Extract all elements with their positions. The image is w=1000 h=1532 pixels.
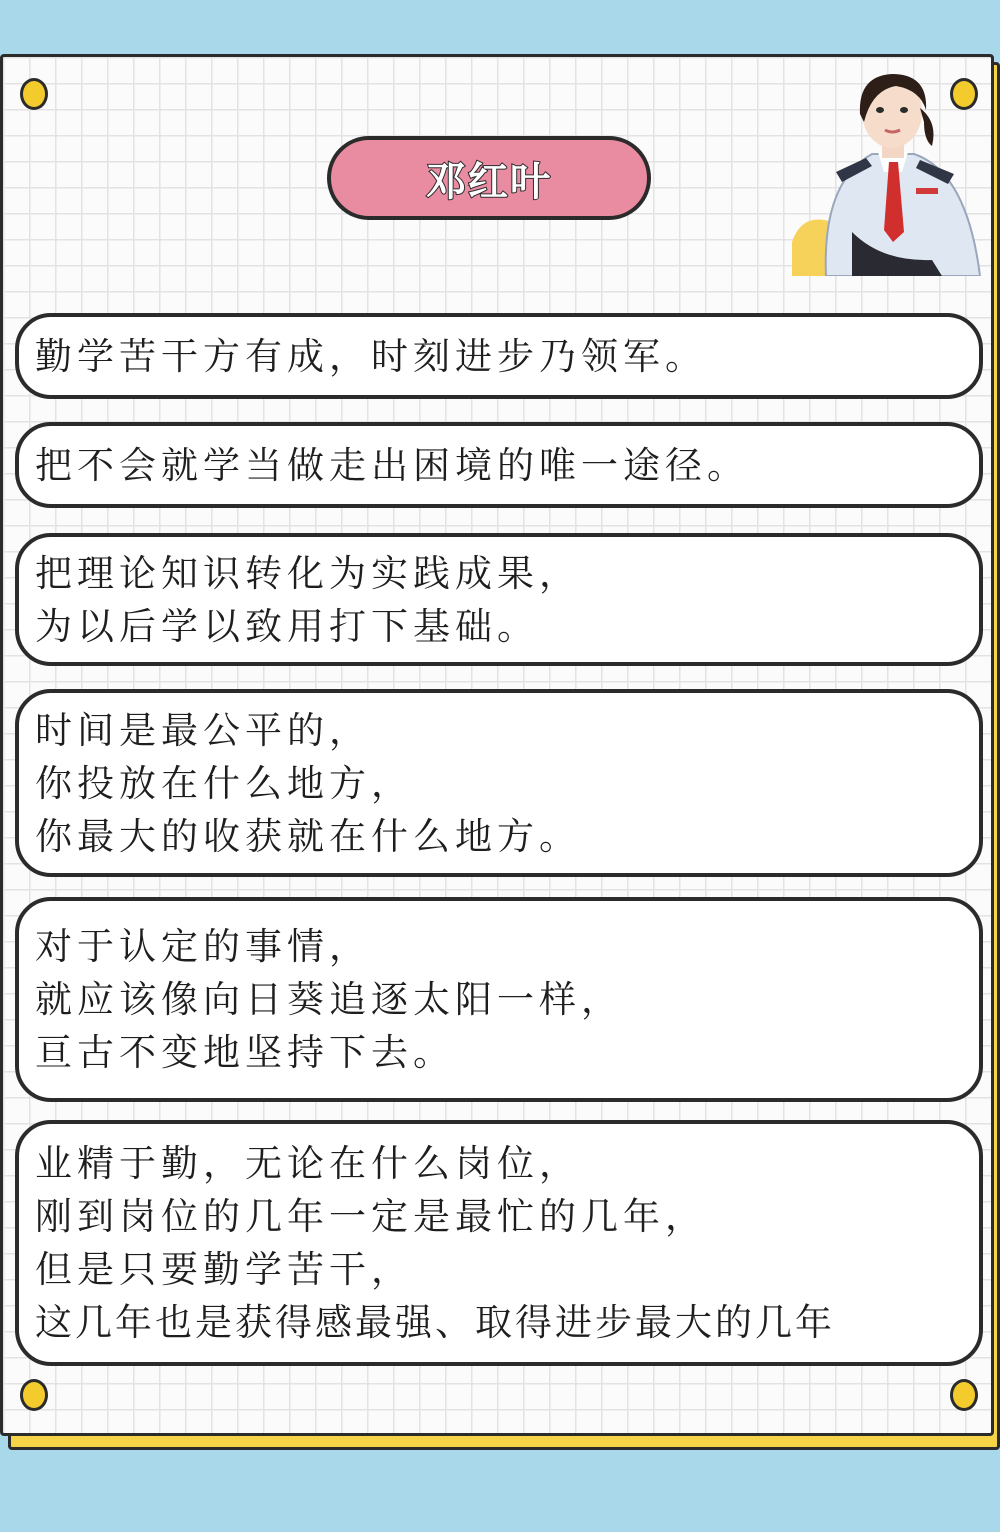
quote-card-1: [15, 313, 983, 399]
page-title: 邓红叶: [426, 158, 552, 205]
quote-line: 你最大的收获就在什么地方。: [35, 814, 581, 858]
quote-line: 刚到岗位的几年一定是最忙的几年，: [35, 1195, 707, 1238]
quote-line: 把理论知识转化为实践成果，: [35, 551, 581, 595]
pin-dot-icon: [20, 78, 48, 110]
quote-line: 时间是最公平的，: [35, 708, 371, 752]
title-banner: [327, 136, 651, 220]
quote-line: 但是只要勤学苦干，: [35, 1248, 413, 1291]
quote-card-6: [15, 1120, 983, 1366]
pin-dot-icon: [20, 1379, 48, 1411]
quote-line: 把不会就学当做走出困境的唯一途径。: [35, 443, 749, 487]
quote-line: 就应该像向日葵追逐太阳一样，: [35, 978, 623, 1021]
railway-uniform-woman-icon: [792, 62, 994, 276]
quote-line: 这几年也是获得感最强、取得进步最大的几年: [35, 1301, 835, 1344]
quote-line: 你投放在什么地方，: [35, 761, 413, 805]
quote-line: 勤学苦干方有成，时刻进步乃领军。: [35, 334, 707, 378]
quote-card-4: [15, 689, 983, 877]
quote-line: 为以后学以致用打下基础。: [35, 604, 539, 648]
pin-dot-icon: [950, 1379, 978, 1411]
quote-line: 业精于勤，无论在什么岗位，: [35, 1142, 581, 1185]
quote-card-5: [15, 897, 983, 1102]
quote-line: 对于认定的事情，: [35, 925, 371, 968]
quote-card-2: [15, 422, 983, 508]
quote-card-3: [15, 533, 983, 666]
quote-line: 亘古不变地坚持下去。: [35, 1031, 455, 1074]
